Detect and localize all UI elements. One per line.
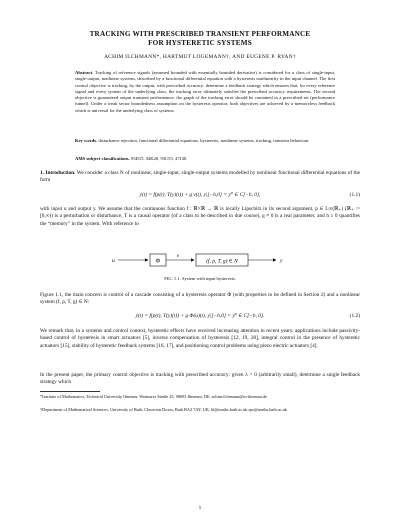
figure-label-u: u — [112, 258, 115, 264]
equation-1-1-number: (1.1) — [349, 192, 360, 198]
figure-label-phi: Φ — [155, 258, 161, 265]
keywords-label: Key words. — [75, 138, 98, 143]
title-line-2: FOR HYSTERETIC SYSTEMS — [148, 39, 252, 47]
section-heading: 1. Introduction. — [40, 170, 76, 176]
title-line-1: TRACKING WITH PRESCRIBED TRANSIENT PERFORMANCE — [89, 30, 311, 38]
equation-1-2 — [40, 313, 360, 321]
intro-paragraph-1: 1. Introduction. We consider a class N of nonlinear, single-input, single-output systems modelled by nonlinear functional differential equations of the form — [40, 170, 360, 184]
ams-text: 93D15, 34K20, 93C55, 47J40. — [130, 156, 188, 161]
intro-paragraph-2: with input u and output y. We assume that the continuous function f : ℝ×ℝ → ℝ is locally Lipschitz in its second argument, p ∈ L∞(ℝ₊) (ℝ₊ := [0,∞)) is a perturbation or disturbance, T is a causal operator (of a class to be described in due course), g ≠ 0 is a real parameter, and h ≥ 0 quantifies the “memory” in the system. With reference to — [40, 206, 360, 227]
paper-title — [0, 30, 400, 48]
intro-paragraph-3: Figure 1.1, the main concern is control of a cascade consisting of a hysteresis operator Φ (with properties to be defined in Section 2) and a nonlinear system (f, p, T, g) ∈ N: — [40, 292, 360, 306]
equation-1-2-number: (1.2) — [349, 313, 360, 319]
intro-paragraph-5: In the present paper, the primary control objective is tracking with prescribed accuracy: given λ > 0 (arbitrarily small), determine a single feedback strategy which — [40, 372, 360, 386]
abstract-label: Abstract. — [75, 70, 94, 75]
equation-1-1-expr: ẏ(t) = f(p(t), T(y)(t)) + g v(t), y|[−h,0] = y⁰ ∈ C[−h, 0], — [139, 192, 261, 198]
figure-block-diagram — [110, 248, 290, 272]
footnote-2: †Department of Mathematical Sciences, University of Bath, Claverton Down, Bath BA2 7AY, UK, hl@maths.bath.ac.uk epr@maths.bath.ac.uk — [40, 407, 287, 412]
ams-label: AMS subject classifications. — [75, 156, 130, 161]
abstract-text: Tracking of reference signals (assumed bounded with essentially bounded derivative) is considered for a class of single-input, single-output, nonlinear systems, described by a functional differential equation with a hysteresis nonlinearity in the input channel. The first control objective is tracking, by the output, with prescribed accuracy: determine a feedback strategy which ensures that, for every reference signal and every system of the underlying class, the tracking error ultimately satisfies the prescribed accuracy requirements. The second objective is guaranteed output transient performance: the graph of the tracking error should be contained in a prescribed set (performance funnel). Under a weak sector boundedness assumption on the hysteresis operator, both objectives are achieved by a memoryless feedback which is universal for the underlying class of systems. — [75, 70, 335, 113]
intro-paragraph-4: We remark that, in a systems and control context, hysteretic effects have received increasing attention in recent years: applications include passivity-based control of hysteresis in smart actuators [5], inverse compensation of hysteresis [12, 19, 20], integral control in the presence of hysteretic actuators [15], stability of hysteretic feedback systems [16, 17], and positioning control problems using piezo electric actuators [4]. — [40, 328, 360, 349]
ams-classification — [75, 156, 335, 162]
footnote-1: *Institute of Mathematics, Technical University Ilmenau, Weimarer Straße 25, 98693 Ilmenau, DE, achim.ilchmann@tu-ilmenau.de — [40, 394, 267, 399]
keywords — [75, 138, 335, 144]
authors: ACHIM ILCHMANN*, HARTMUT LOGEMANN†, AND EUGENE P. RYAN† — [104, 54, 296, 60]
abstract — [75, 70, 335, 114]
page-number: 1 — [198, 505, 202, 511]
figure-label-system: (f, p, T, g) ∈ N — [206, 258, 238, 265]
keywords-text: disturbance rejection, functional differential equations, hysteresis, nonlinear systems, tracking, transient behaviour. — [98, 138, 310, 143]
figure-caption: FIG. 1.1. System with input hysteresis. — [164, 276, 236, 281]
equation-1-1 — [40, 192, 360, 200]
figure-label-v: v — [176, 253, 180, 259]
footnote-rule — [40, 391, 100, 392]
equation-1-2-expr: ẏ(t) = f(p(t), T(y)(t)) + g Φ(u)(t), y|[−h,0] = y⁰ ∈ C[−h, 0]. — [135, 313, 265, 319]
figure-label-y: y — [280, 258, 283, 264]
